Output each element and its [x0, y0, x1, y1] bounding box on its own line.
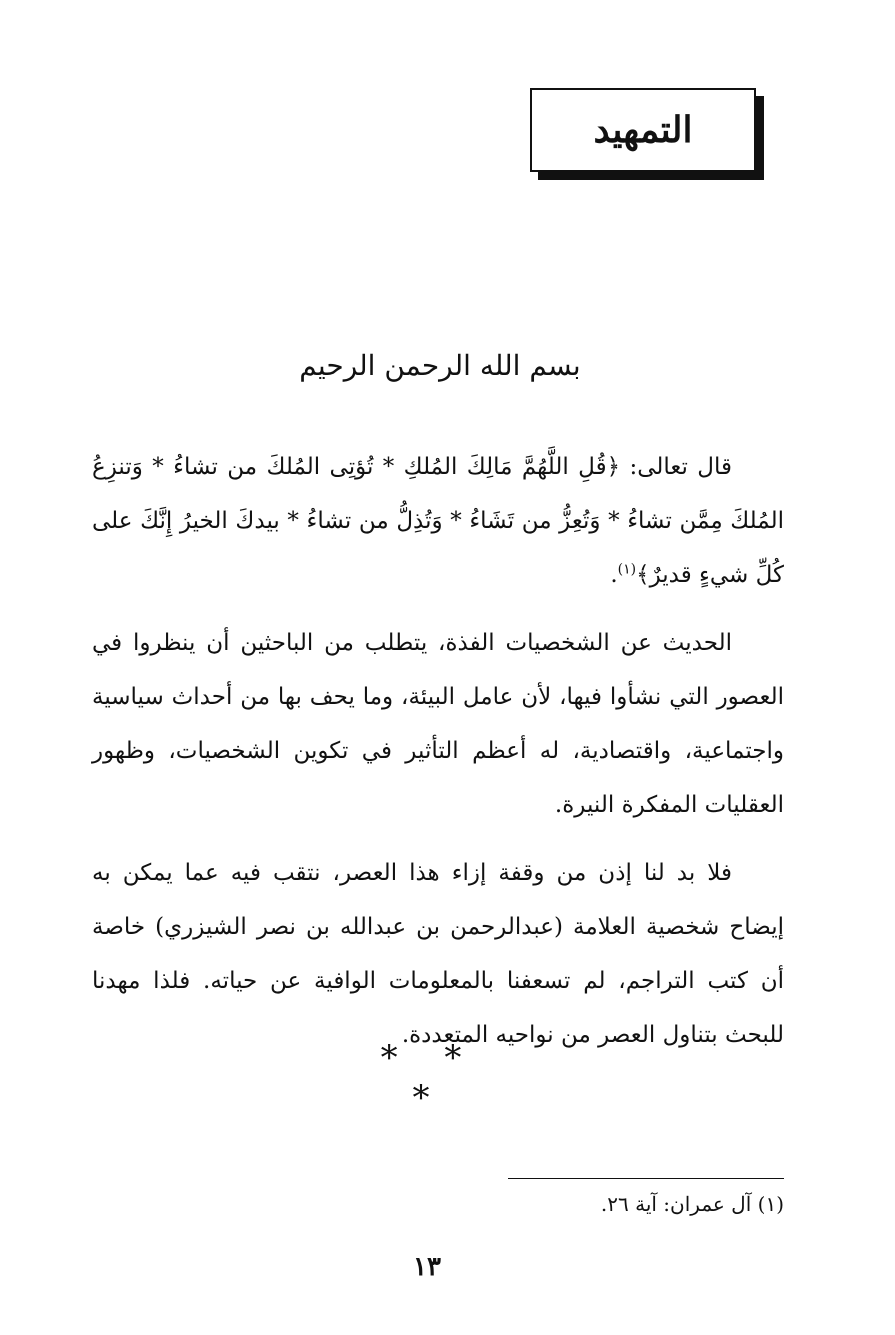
paragraph-2: الحديث عن الشخصيات الفذة، يتطلب من الباحثين أن ينظروا في العصور التي نشأوا فيها، لأن عامل البيئة، وما يحف بها من أحداث سياسية واجتماعية، واقتصادية، له أعظم التأثير في تكوين الشخصيات، وظهور العقليات المفكرة النيرة.: [92, 630, 784, 818]
chapter-title: التمهيد: [593, 109, 693, 151]
footnote-divider: [508, 1178, 784, 1179]
verse-period: .: [610, 562, 618, 588]
footnote-marker: (١): [617, 561, 637, 578]
footnote: (١) آل عمران: آية ٢٦.: [600, 1192, 784, 1216]
paragraph-quran-verse: [92, 440, 784, 602]
basmala-text: بسم الله الرحمن الرحيم: [299, 348, 581, 382]
chapter-title-box: [530, 88, 756, 172]
page-number: ١٣: [413, 1252, 441, 1282]
basmala-calligraphy: [285, 330, 595, 400]
paragraph-3: فلا بد لنا إذن من وقفة إزاء هذا العصر، نتقب فيه عما يمكن به إيضاح شخصية العلامة (عبدالرحمن بن عبدالله بن نصر الشيزري) خاصة أن كتب التراجم، لم تسعفنا بالمعلومات الوافية عن حياته. فلذا مهدنا للبحث بتناول العصر من نواحيه المتعددة.: [92, 860, 784, 1048]
body-text: [92, 440, 784, 1076]
section-separator: * * *: [380, 1038, 480, 1118]
quran-verse-text: قال تعالى: ﴿قُلِ اللَّهُمَّ مَالِكَ المُلكِ * تُؤتِى المُلكَ من تشاءُ * وَتنزِعُ المُلكَ مِمَّن تشاءُ * وَتُعِزُّ من تَشَاءُ * وَتُذِلُّ من تشاءُ * بيدكَ الخيرُ إِنَّكَ على كُلِّ شيءٍ قديرٌ﴾: [92, 454, 784, 588]
